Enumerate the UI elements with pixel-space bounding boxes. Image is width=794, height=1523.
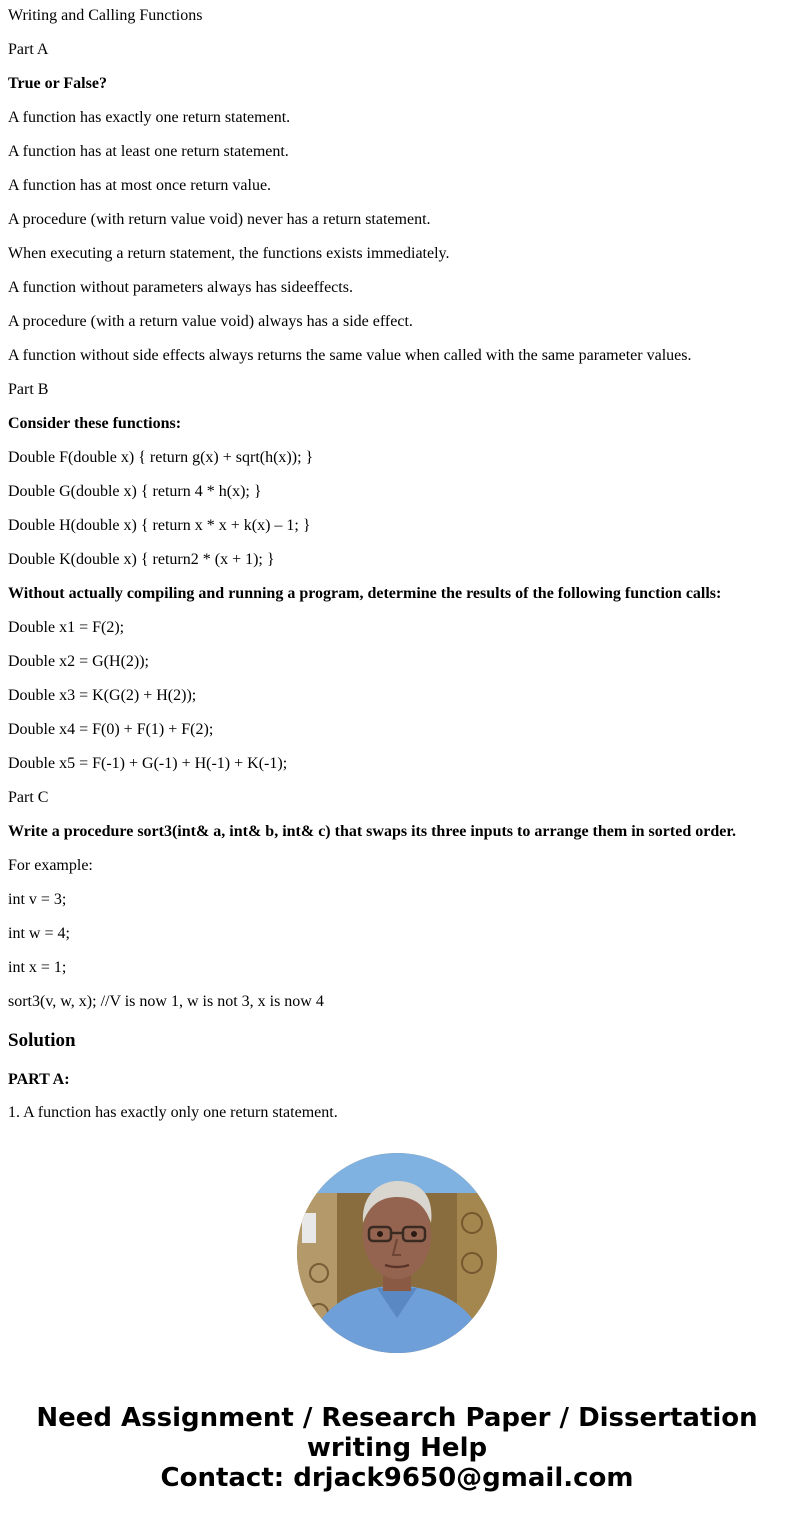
- author-avatar: [297, 1153, 497, 1353]
- promo-contact: Contact: drjack9650@gmail.com: [160, 1463, 634, 1493]
- example-line: int w = 4;: [8, 925, 70, 942]
- function-call: Double x3 = K(G(2) + H(2));: [8, 687, 197, 704]
- function-call: Double x2 = G(H(2));: [8, 653, 149, 670]
- part-c-heading: Write a procedure sort3(int& a, int& b, int& c) that swaps its three inputs to arrange them in sorted order.: [8, 823, 736, 840]
- example-label: For example:: [8, 857, 93, 874]
- example-line: sort3(v, w, x); //V is now 1, w is not 3, x is now 4: [8, 993, 324, 1010]
- function-call: Double x5 = F(-1) + G(-1) + H(-1) + K(-1);: [8, 755, 288, 772]
- solution-answer: 1. A function has exactly only one return statement.: [8, 1104, 338, 1121]
- part-c-label: Part C: [8, 789, 49, 806]
- promo-banner: [0, 1403, 794, 1493]
- author-portrait: [297, 1153, 497, 1353]
- function-definition: Double H(double x) { return x * x + k(x) – 1; }: [8, 517, 311, 534]
- function-definition: Double K(double x) { return2 * (x + 1); }: [8, 551, 275, 568]
- true-false-statement: A function has exactly one return statement.: [8, 109, 291, 126]
- part-b-label: Part B: [8, 381, 49, 398]
- part-b-instruction: Without actually compiling and running a program, determine the results of the following function calls:: [8, 585, 722, 602]
- true-false-statement: A function without side effects always returns the same value when called with the same parameter values.: [8, 347, 692, 364]
- true-false-statement: A procedure (with return value void) never has a return statement.: [8, 211, 431, 228]
- example-line: int x = 1;: [8, 959, 67, 976]
- example-line: int v = 3;: [8, 891, 67, 908]
- solution-heading: Solution: [8, 1030, 76, 1051]
- part-a-label: Part A: [8, 41, 49, 58]
- true-false-statement: A procedure (with a return value void) always has a side effect.: [8, 313, 413, 330]
- document-title: Writing and Calling Functions: [8, 7, 203, 24]
- promo-line: writing Help: [306, 1433, 488, 1463]
- promo-line: Need Assignment / Research Paper / Dissertation: [36, 1403, 758, 1433]
- true-false-statement: A function has at most once return value.: [8, 177, 272, 194]
- part-b-heading: Consider these functions:: [8, 415, 182, 432]
- function-call: Double x4 = F(0) + F(1) + F(2);: [8, 721, 214, 738]
- true-false-statement: A function has at least one return statement.: [8, 143, 289, 160]
- solution-part-a-label: PART A:: [8, 1071, 70, 1088]
- function-definition: Double F(double x) { return g(x) + sqrt(h(x)); }: [8, 449, 314, 466]
- function-call: Double x1 = F(2);: [8, 619, 125, 636]
- function-definition: Double G(double x) { return 4 * h(x); }: [8, 483, 262, 500]
- true-false-statement: When executing a return statement, the functions exists immediately.: [8, 245, 450, 262]
- part-a-heading: True or False?: [8, 75, 107, 92]
- true-false-statement: A function without parameters always has sideeffects.: [8, 279, 353, 296]
